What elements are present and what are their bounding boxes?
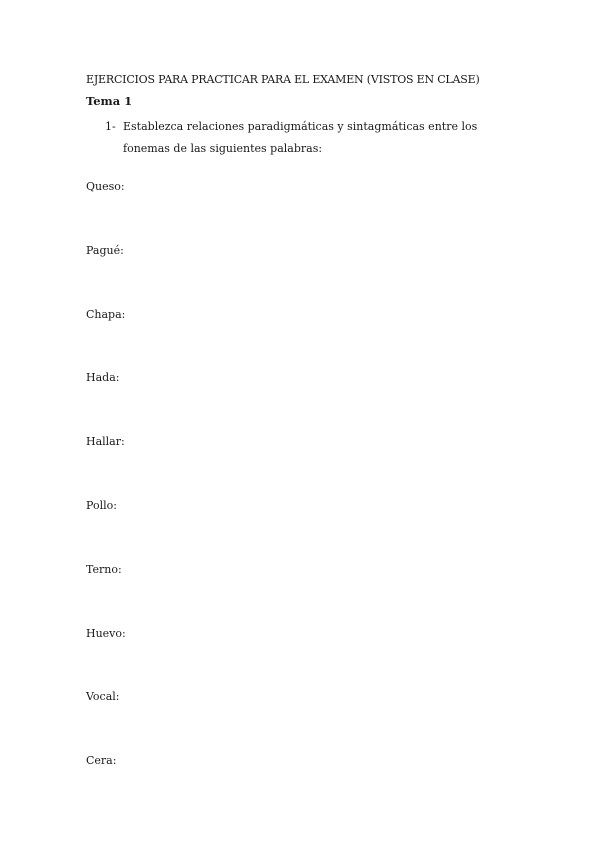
word-label-terno: Terno:: [86, 562, 122, 576]
word-label-queso: Queso:: [86, 180, 125, 193]
word-label-huevo: Huevo:: [86, 626, 126, 640]
word-label-pague: Pagué:: [86, 243, 124, 257]
exercise-number: 1-: [105, 120, 116, 133]
exercise-item: [105, 116, 525, 160]
word-label-pollo: Pollo:: [86, 498, 117, 512]
word-label-cera: Cera:: [86, 754, 117, 768]
document-title: EJERCICIOS PARA PRACTICAR PARA EL EXAMEN (VISTOS EN CLASE): [86, 73, 480, 86]
word-label-hada: Hada:: [86, 371, 120, 385]
section-heading: Tema 1: [86, 94, 133, 108]
word-label-chapa: Chapa:: [86, 307, 126, 321]
word-list: [86, 180, 126, 818]
exercise-instruction: Establezca relaciones paradigmáticas y sintagmáticas entre los fonemas de las siguientes palabras:: [123, 120, 478, 155]
word-label-hallar: Hallar:: [86, 435, 125, 449]
word-label-vocal: Vocal:: [86, 690, 120, 704]
